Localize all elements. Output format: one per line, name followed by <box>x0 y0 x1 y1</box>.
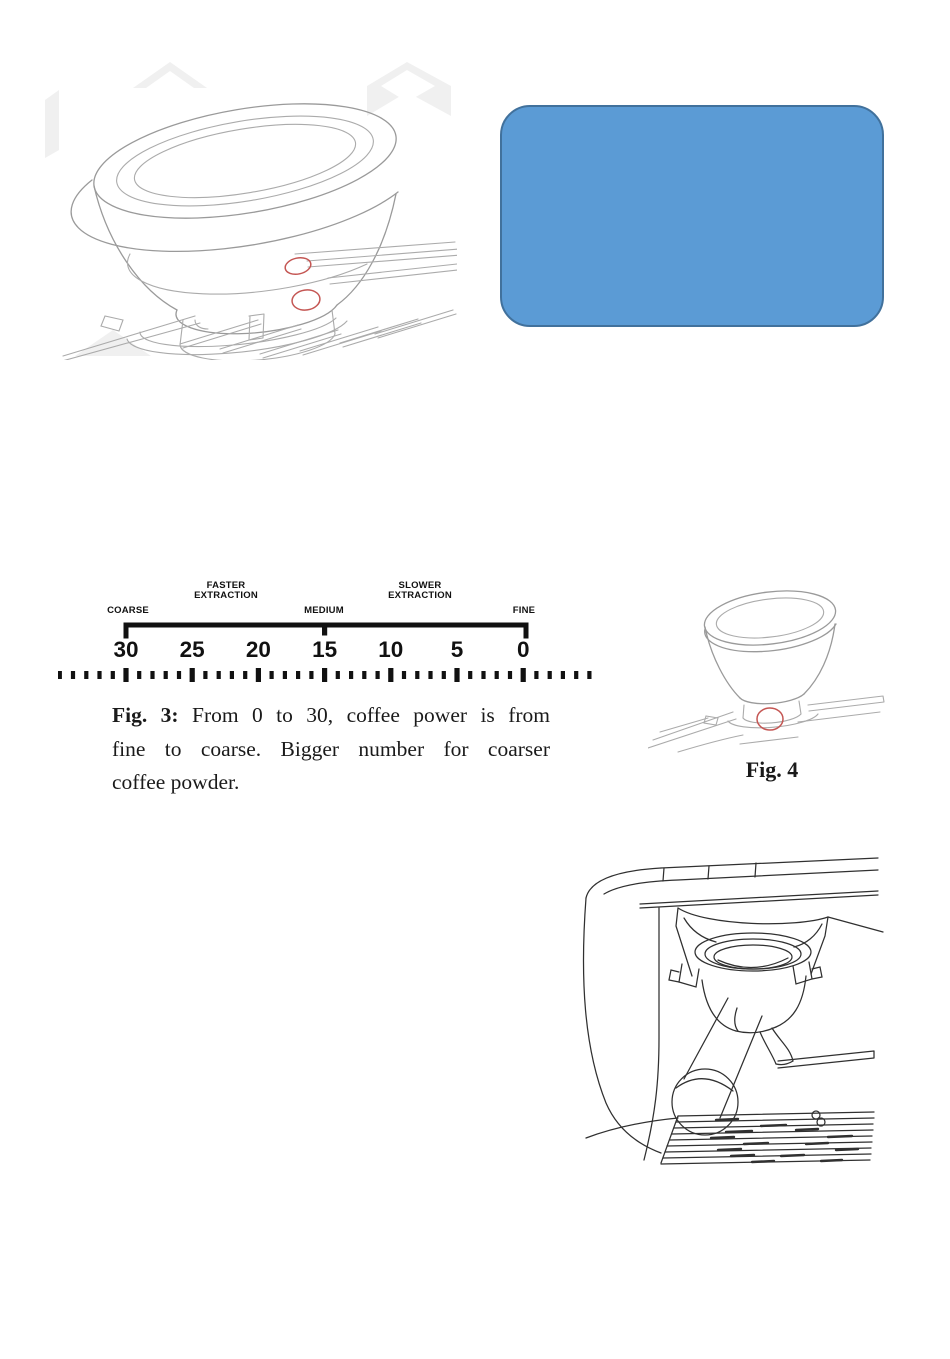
fig4-closeup-figure <box>648 572 893 764</box>
svg-text:5: 5 <box>450 637 464 662</box>
coarse-label: COARSE <box>107 605 149 616</box>
watermark-shape <box>75 330 151 356</box>
svg-text:20: 20 <box>245 637 271 662</box>
fig3-line2: fine to coarse. Bigger number for coarser <box>112 736 550 761</box>
red-circle-marker <box>757 708 783 730</box>
fig4-caption: Fig. 4 <box>745 757 799 782</box>
svg-text:0: 0 <box>516 637 530 662</box>
svg-text:EXTRACTION: EXTRACTION <box>194 590 258 601</box>
hopper-on-base-figure <box>45 58 457 360</box>
fig3-line3: coffee powder. <box>112 770 240 794</box>
fig3-label: Fig. 3: <box>112 703 179 727</box>
blue-callout-box <box>500 105 884 327</box>
grind-scale-diagram <box>58 572 598 686</box>
scale-numbers <box>113 637 529 662</box>
fig3-line1: Fig. 3: From 0 to 30, coffee power is from <box>112 703 550 727</box>
portafilter-figure <box>566 848 886 1183</box>
faster-extraction-label: FASTER <box>206 580 246 591</box>
medium-label: MEDIUM <box>304 605 344 616</box>
svg-text:30: 30 <box>113 637 139 662</box>
ruler-ticks <box>58 668 591 682</box>
svg-text:25: 25 <box>179 637 205 662</box>
red-circle-marker <box>284 255 313 276</box>
svg-text:EXTRACTION: EXTRACTION <box>388 590 452 601</box>
red-circle-marker <box>291 288 322 312</box>
slower-extraction-label: SLOWER <box>398 580 442 591</box>
fine-label: FINE <box>512 605 536 616</box>
fig3-caption <box>112 699 550 800</box>
svg-text:10: 10 <box>378 637 404 662</box>
svg-text:15: 15 <box>312 637 338 662</box>
